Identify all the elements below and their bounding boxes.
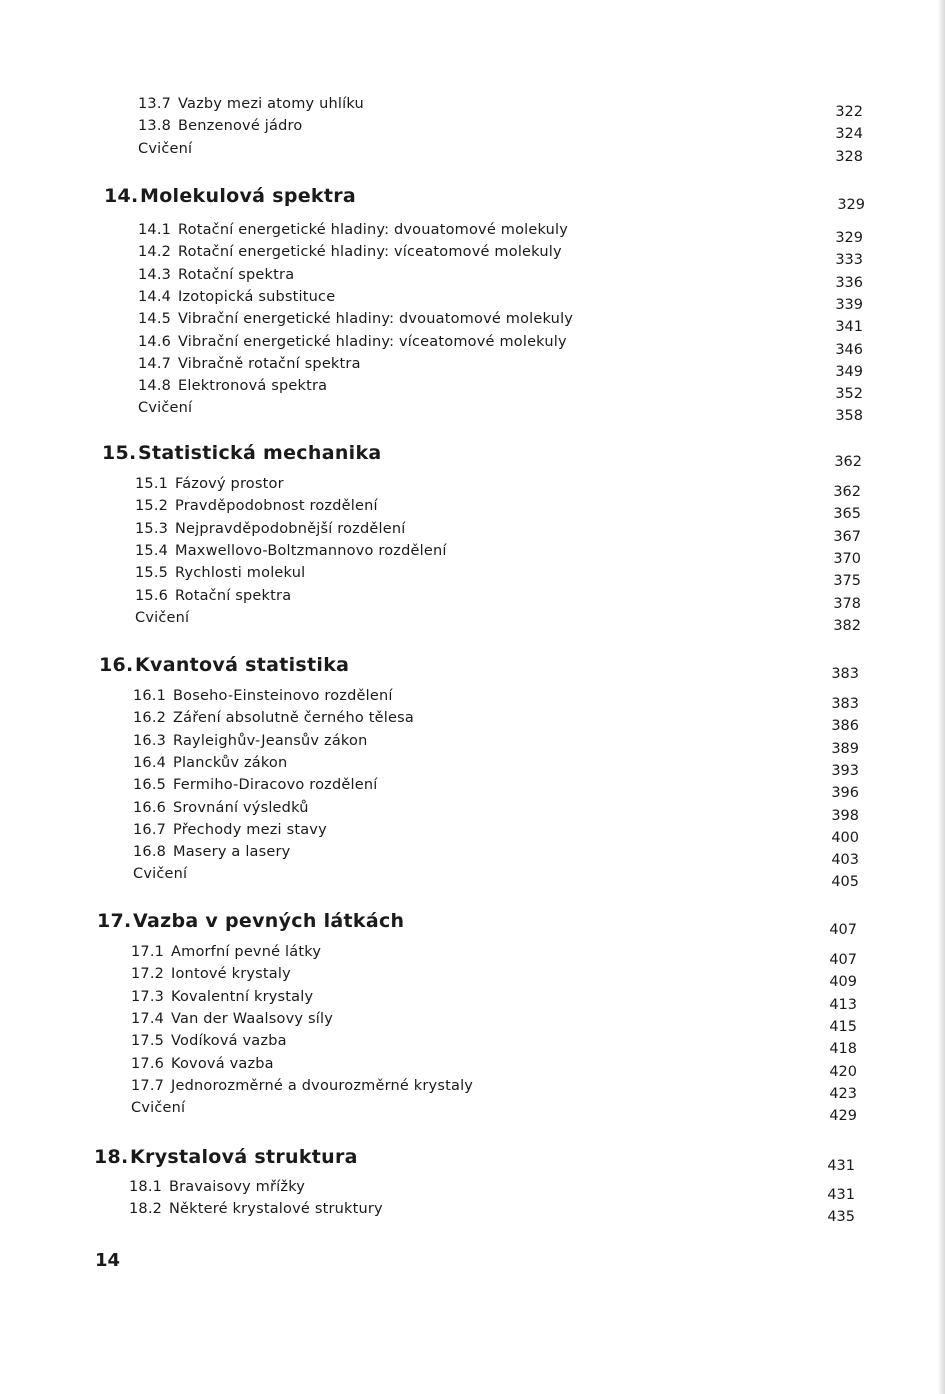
chapter-heading[interactable] xyxy=(104,185,356,207)
section-page-number: 409 xyxy=(829,974,857,991)
section-page-number: 339 xyxy=(835,296,863,313)
section-page-number: 346 xyxy=(835,341,863,358)
chapter-heading[interactable] xyxy=(94,1146,358,1168)
toc-entry[interactable] xyxy=(131,1056,274,1072)
section-page-number: 398 xyxy=(831,807,859,824)
section-number: 14.3 xyxy=(138,266,172,283)
chapter-page-number: 431 xyxy=(827,1158,855,1174)
toc-entry[interactable] xyxy=(135,476,284,492)
toc-entry[interactable] xyxy=(135,565,305,581)
toc-entry[interactable] xyxy=(138,334,567,350)
toc-entry[interactable] xyxy=(133,822,327,838)
toc-entry[interactable] xyxy=(138,267,294,283)
section-number: 16.2 xyxy=(133,710,167,727)
exercises-label: Cvičení xyxy=(131,1100,186,1117)
section-page-number: 333 xyxy=(835,252,863,269)
toc-entry[interactable] xyxy=(138,244,562,260)
section-number: 15.1 xyxy=(135,476,169,492)
chapter-page-number: 407 xyxy=(829,922,857,938)
section-number: 16.6 xyxy=(133,799,167,816)
toc-entry[interactable] xyxy=(135,498,378,514)
exercises-label: Cvičení xyxy=(133,866,188,883)
section-title: Vibrační energetické hladiny: víceatomové molekuly xyxy=(178,333,567,350)
section-title: Vazby mezi atomy uhlíku xyxy=(178,96,364,112)
section-page-number: 324 xyxy=(835,126,863,143)
section-number: 15.2 xyxy=(135,498,169,515)
chapter-number: 18. xyxy=(94,1146,129,1168)
chapter-heading[interactable] xyxy=(99,654,349,676)
section-number: 14.4 xyxy=(138,288,172,305)
section-title: Jednorozměrné a dvourozměrné krystaly xyxy=(171,1077,474,1094)
section-title: Bravaisovy mřížky xyxy=(169,1179,306,1195)
section-number: 14.6 xyxy=(138,333,172,350)
section-number: 16.3 xyxy=(133,732,167,749)
toc-entry[interactable] xyxy=(138,400,192,416)
toc-entry[interactable] xyxy=(138,118,302,134)
chapter-heading[interactable] xyxy=(102,442,382,464)
chapter-page-number: 329 xyxy=(837,197,865,213)
section-page-number: 383 xyxy=(831,696,859,712)
section-title: Kovová vazba xyxy=(171,1055,274,1072)
toc-entry[interactable] xyxy=(138,222,568,238)
section-number: 17.5 xyxy=(131,1033,165,1050)
section-number: 14.1 xyxy=(138,222,172,238)
section-page-number: 370 xyxy=(833,550,861,567)
chapter-page-number: 383 xyxy=(831,666,859,682)
section-title: Nejpravděpodobnější rozdělení xyxy=(175,520,406,537)
chapter-page-number: 362 xyxy=(834,454,862,470)
toc-entry[interactable] xyxy=(131,1078,473,1094)
section-number: 17.7 xyxy=(131,1077,165,1094)
toc-entry[interactable] xyxy=(133,733,367,749)
toc-entry[interactable] xyxy=(131,1033,287,1049)
toc-entry[interactable] xyxy=(138,141,192,157)
section-title: Boseho-Einsteinovo rozdělení xyxy=(173,688,393,704)
section-number: 13.7 xyxy=(138,96,172,112)
section-title: Masery a lasery xyxy=(173,844,291,861)
section-title: Některé krystalové struktury xyxy=(169,1201,383,1218)
section-page-number: 328 xyxy=(835,148,863,165)
section-page-number: 382 xyxy=(833,617,861,634)
section-number: 18.2 xyxy=(129,1201,163,1218)
section-title: Iontové krystaly xyxy=(171,966,291,983)
exercises-label: Cvičení xyxy=(135,609,190,626)
section-page-number: 405 xyxy=(831,874,859,891)
section-title: Izotopická substituce xyxy=(178,288,336,305)
section-title: Vodíková vazba xyxy=(171,1033,287,1050)
section-page-number: 389 xyxy=(831,740,859,757)
section-title: Záření absolutně černého tělesa xyxy=(173,710,414,727)
section-title: Srovnání výsledků xyxy=(173,799,309,816)
toc-entry[interactable] xyxy=(131,989,313,1005)
toc-entry[interactable] xyxy=(138,378,327,394)
section-title: Pravděpodobnost rozdělení xyxy=(175,498,378,515)
section-number: 14.2 xyxy=(138,244,172,261)
toc-entry[interactable] xyxy=(135,521,405,537)
chapter-title: Krystalová struktura xyxy=(130,1146,358,1168)
toc-entry[interactable] xyxy=(138,356,361,372)
toc-entry[interactable] xyxy=(135,610,189,626)
section-title: Rychlosti molekul xyxy=(175,565,306,582)
section-title: Rotační spektra xyxy=(178,266,295,283)
toc-entry[interactable] xyxy=(133,710,414,726)
exercises-label: Cvičení xyxy=(138,140,193,157)
toc-entry[interactable] xyxy=(135,588,291,604)
toc-entry[interactable] xyxy=(131,1100,185,1116)
section-number: 17.3 xyxy=(131,988,165,1005)
toc-entry[interactable] xyxy=(133,866,187,882)
section-page-number: 393 xyxy=(831,762,859,779)
section-page-number: 352 xyxy=(835,386,863,403)
section-page-number: 418 xyxy=(829,1041,857,1058)
section-number: 14.8 xyxy=(138,378,172,395)
section-page-number: 415 xyxy=(829,1018,857,1035)
section-title: Vibračně rotační spektra xyxy=(178,355,361,372)
toc-entry[interactable] xyxy=(133,800,309,816)
section-title: Maxwellovo-Boltzmannovo rozdělení xyxy=(175,542,447,559)
toc-entry[interactable] xyxy=(131,944,321,960)
section-number: 17.1 xyxy=(131,944,165,960)
section-number: 16.5 xyxy=(133,777,167,794)
section-page-number: 407 xyxy=(829,952,857,968)
section-page-number: 378 xyxy=(833,595,861,612)
section-title: Rotační energetické hladiny: víceatomové molekuly xyxy=(178,244,562,261)
toc-entry[interactable] xyxy=(138,289,335,305)
toc-entry[interactable] xyxy=(131,1011,333,1027)
section-page-number: 322 xyxy=(835,104,863,120)
chapter-number: 14. xyxy=(104,185,139,207)
chapter-title: Molekulová spektra xyxy=(140,185,357,207)
section-page-number: 358 xyxy=(835,408,863,425)
section-title: Přechody mezi stavy xyxy=(173,821,327,838)
section-page-number: 349 xyxy=(835,363,863,380)
section-number: 15.6 xyxy=(135,587,169,604)
toc-entry[interactable] xyxy=(129,1179,305,1195)
chapter-title: Statistická mechanika xyxy=(138,442,382,464)
section-number: 13.8 xyxy=(138,118,172,135)
chapter-number: 15. xyxy=(102,442,137,464)
section-title: Rotační spektra xyxy=(175,587,292,604)
toc-entry[interactable] xyxy=(131,966,291,982)
section-title: Van der Waalsovy síly xyxy=(171,1010,333,1027)
section-title: Kovalentní krystaly xyxy=(171,988,314,1005)
toc-entry[interactable] xyxy=(138,96,364,112)
section-number: 16.1 xyxy=(133,688,167,704)
section-number: 16.4 xyxy=(133,754,167,771)
toc-entry[interactable] xyxy=(135,543,447,559)
section-title: Vibrační energetické hladiny: dvouatomové molekuly xyxy=(178,311,574,328)
footer-page-number: 14 xyxy=(95,1250,121,1271)
toc-entry[interactable] xyxy=(133,755,287,771)
section-number: 15.4 xyxy=(135,542,169,559)
toc-entry[interactable] xyxy=(133,844,290,860)
page-edge-shadow xyxy=(938,0,945,1394)
section-number: 18.1 xyxy=(129,1179,163,1195)
section-page-number: 386 xyxy=(831,718,859,735)
section-title: Rotační energetické hladiny: dvouatomové molekuly xyxy=(178,222,569,238)
section-number: 17.4 xyxy=(131,1010,165,1027)
toc-entry[interactable] xyxy=(133,688,393,704)
section-title: Benzenové jádro xyxy=(178,118,303,135)
section-page-number: 329 xyxy=(835,230,863,246)
section-number: 15.5 xyxy=(135,565,169,582)
toc-entry[interactable] xyxy=(129,1201,383,1217)
chapter-heading[interactable] xyxy=(97,910,404,932)
section-number: 17.2 xyxy=(131,966,165,983)
exercises-label: Cvičení xyxy=(138,400,193,417)
toc-entry[interactable] xyxy=(133,777,377,793)
section-page-number: 423 xyxy=(829,1085,857,1102)
section-page-number: 435 xyxy=(827,1209,855,1226)
chapter-title: Vazba v pevných látkách xyxy=(133,910,405,932)
section-page-number: 431 xyxy=(827,1187,855,1203)
section-page-number: 375 xyxy=(833,573,861,590)
section-page-number: 362 xyxy=(833,484,861,500)
section-page-number: 341 xyxy=(835,319,863,336)
chapter-title: Kvantová statistika xyxy=(135,654,350,676)
toc-entry[interactable] xyxy=(138,311,573,327)
section-page-number: 429 xyxy=(829,1108,857,1125)
section-page-number: 336 xyxy=(835,274,863,291)
section-title: Fázový prostor xyxy=(175,476,284,492)
chapter-number: 16. xyxy=(99,654,134,676)
chapter-number: 17. xyxy=(97,910,132,932)
section-title: Fermiho-Diracovo rozdělení xyxy=(173,777,378,794)
section-number: 17.6 xyxy=(131,1055,165,1072)
section-number: 15.3 xyxy=(135,520,169,537)
section-title: Planckův zákon xyxy=(173,754,288,771)
section-page-number: 367 xyxy=(833,528,861,545)
section-page-number: 413 xyxy=(829,996,857,1013)
section-number: 14.7 xyxy=(138,355,172,372)
section-title: Elektronová spektra xyxy=(178,378,328,395)
section-title: Amorfní pevné látky xyxy=(171,944,322,960)
section-page-number: 400 xyxy=(831,829,859,846)
section-page-number: 403 xyxy=(831,852,859,869)
section-page-number: 396 xyxy=(831,785,859,802)
section-page-number: 365 xyxy=(833,506,861,523)
section-number: 14.5 xyxy=(138,311,172,328)
section-page-number: 420 xyxy=(829,1063,857,1080)
section-number: 16.8 xyxy=(133,844,167,861)
section-title: Rayleighův-Jeansův zákon xyxy=(173,732,368,749)
section-number: 16.7 xyxy=(133,821,167,838)
